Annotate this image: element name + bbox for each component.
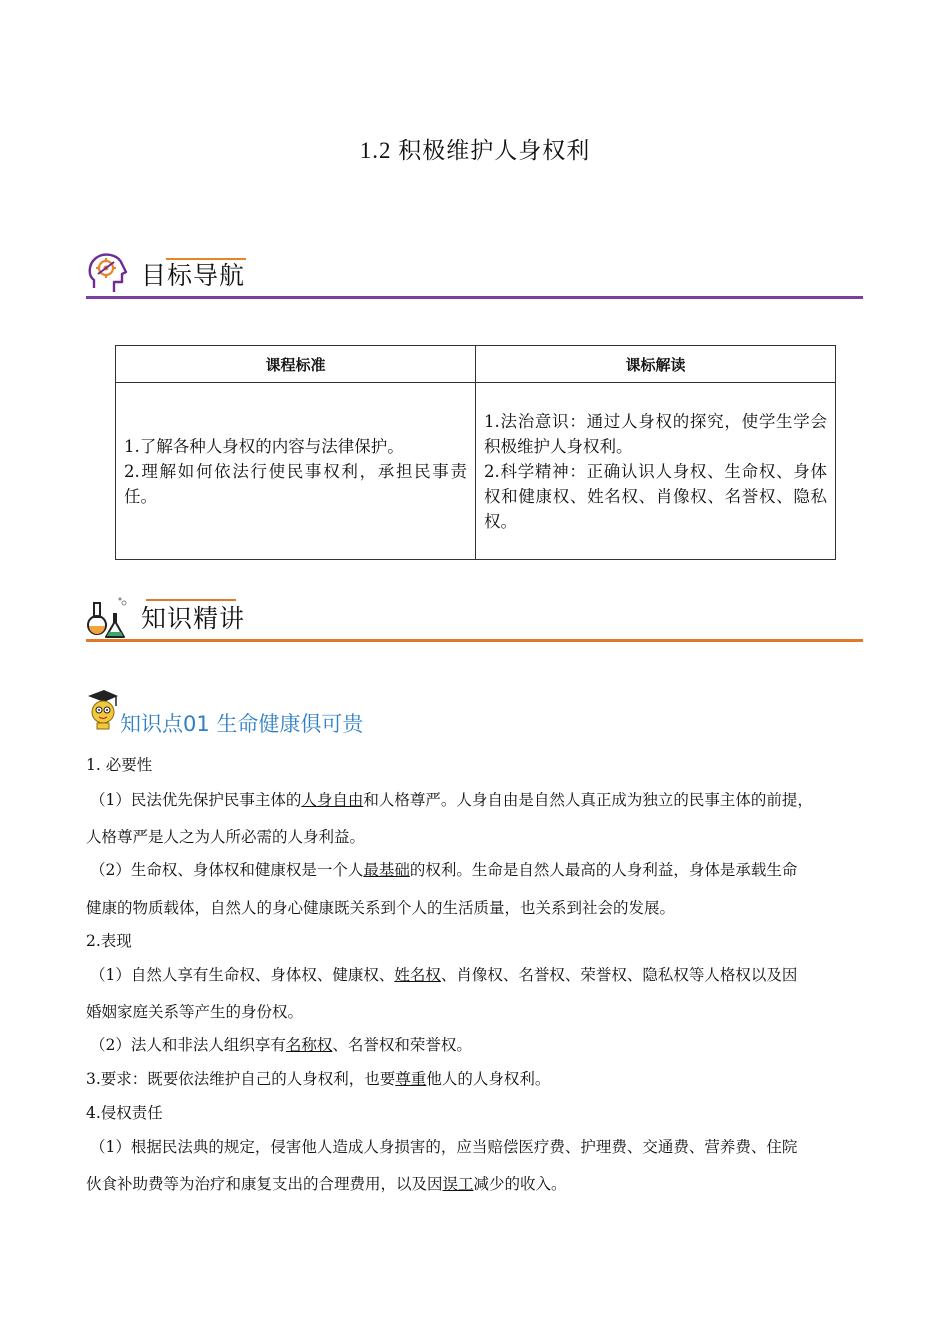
content-line: （1）自然人享有生命权、身体权、健康权、姓名权、肖像权、名誉权、荣誉权、隐私权等人格权以及因 [90,966,798,984]
standard-item: 1.了解各种人身权的内容与法律保护。 [124,436,404,456]
table-header-standard: 课程标准 [116,346,476,383]
table-header-interpretation: 课标解读 [476,346,836,383]
key-term: 最基础 [363,861,410,879]
content-heading: 1. 必要性 [86,756,153,774]
content-line: 人格尊严是人之为人所必需的人身利益。 [86,828,366,846]
content-heading: 2.表现 [86,932,132,950]
knowledge-point-title: 知识点01 生命健康俱可贵 [120,712,364,736]
key-term: 姓名权 [394,966,441,984]
table-cell-interpretation [476,383,836,560]
content-line: 婚姻家庭关系等产生的身份权。 [86,1003,304,1021]
key-term: 尊重 [395,1070,427,1088]
section-divider [86,639,863,642]
content-line: （1）根据民法典的规定，侵害他人造成人身损害的，应当赔偿医疗费、护理费、交通费、营养费、住院 [90,1138,798,1156]
key-term: 误工 [442,1175,474,1193]
key-term: 名称权 [285,1036,333,1054]
section-divider [86,296,863,299]
curriculum-table [115,345,836,560]
content-line: （2）法人和非法人组织享有名称权、名誉权和荣誉权。 [90,1036,472,1054]
section-title: 目标导航 [141,261,246,290]
interpretation-item: 2.科学精神：正确认识人身权、生命权、身体权和健康权、姓名权、肖像权、名誉权、隐私权。 [484,461,827,531]
content-line: 3.要求：既要依法维护自己的人身权利，也要尊重他人的人身权利。 [86,1070,551,1088]
table-cell-standard [116,383,476,560]
content-line: 伙食补助费等为治疗和康复支出的合理费用，以及因误工减少的收入。 [86,1175,567,1193]
flask-icon [86,595,130,643]
knowledge-point-heading [86,688,586,738]
section-goal-navigation [86,250,863,310]
key-term: 人身自由 [301,791,364,809]
head-gear-icon [86,250,130,298]
graduate-mascot-icon [86,688,120,732]
content-line: （2）生命权、身体权和健康权是一个人最基础的权利。生命是自然人最高的人身利益，身体是承载生命 [90,861,798,879]
content-heading: 4.侵权责任 [86,1104,163,1122]
section-title: 知识精讲 [141,604,246,633]
content-line: （1）民法优先保护民事主体的人身自由和人格尊严。人身自由是自然人真正成为独立的民事主体的前提， [90,791,813,809]
content-line: 健康的物质载体，自然人的身心健康既关系到个人的生活质量，也关系到社会的发展。 [86,899,676,917]
section-knowledge-explanation [86,595,863,655]
interpretation-item: 1.法治意识：通过人身权的探究，使学生学会积极维护人身权利。 [484,411,827,456]
standard-item: 2.理解如何依法行使民事权利，承担民事责任。 [124,461,467,506]
page-title: 1.2 积极维护人身权利 [359,138,591,163]
